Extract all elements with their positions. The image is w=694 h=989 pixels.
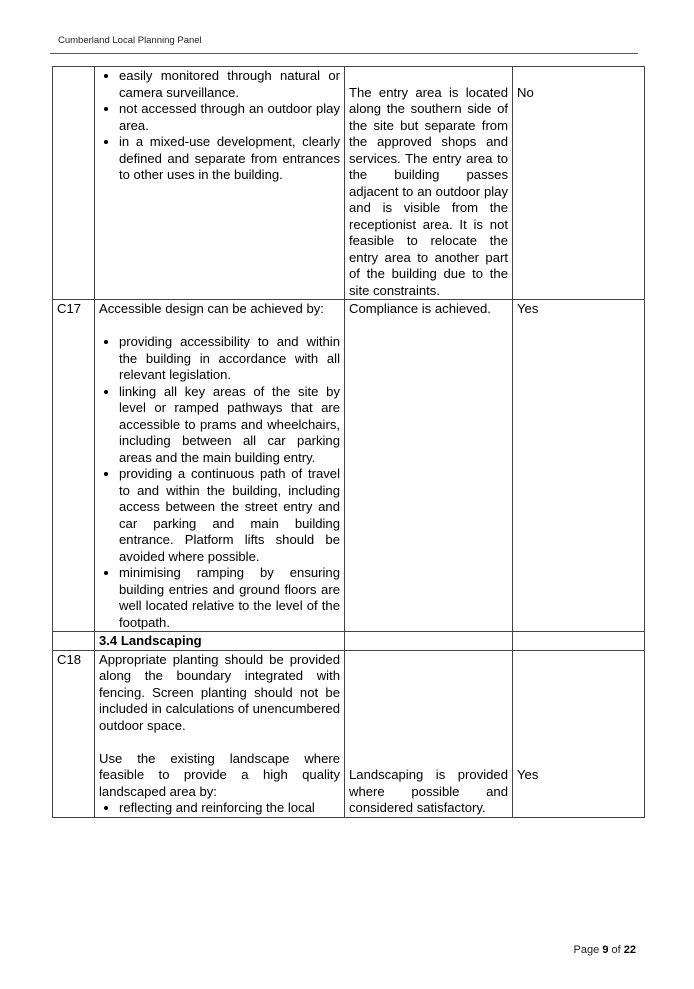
- requirement-paragraph: Appropriate planting should be provided along the boundary integrated with fencing. Screen planting should not be included in calculations of unencumbered outdoor space.: [99, 651, 340, 733]
- control-code-cell: C17: [53, 300, 95, 632]
- compliance-value: Yes: [517, 301, 539, 316]
- compliance-cell: [513, 300, 645, 632]
- list-item: • easily monitored through natural or camera surveillance.: [119, 68, 340, 101]
- table-row-c17: [53, 300, 645, 632]
- page-label: Page: [573, 944, 600, 956]
- assessment-comment: Compliance is achieved.: [349, 301, 491, 316]
- compliance-cell: [513, 632, 645, 651]
- control-requirement-cell: [95, 67, 345, 300]
- table-row-section: [53, 632, 645, 651]
- control-code-cell: [53, 632, 95, 651]
- header-divider: [50, 53, 638, 54]
- requirement-paragraph: Use the existing landscape where feasible to provide a high quality landscaped area by:: [99, 750, 340, 799]
- list-item: • linking all key areas of the site by level or ramped pathways that are accessible to prams and wheelchairs, including between all car parking areas and the main building entry.: [119, 384, 340, 467]
- assessment-comment: The entry area is located along the southern side of the site but separate from the approved shops and services. The entry area to the building passes adjacent to an outdoor play and is visible from the receptionist area. It is not feasible to relocate the entry area to another part of the building due to the site constraints.: [349, 84, 508, 298]
- assessment-comment-cell: [345, 650, 513, 817]
- control-requirement-cell: [95, 300, 345, 632]
- page-of-label: of: [611, 944, 621, 956]
- table-row-c18: [53, 650, 645, 817]
- assessment-comment-cell: [345, 632, 513, 651]
- compliance-value: Yes: [517, 767, 539, 782]
- compliance-value: No: [517, 84, 534, 100]
- control-code-cell: C18: [53, 650, 95, 817]
- list-item: • not accessed through an outdoor play area.: [119, 101, 340, 134]
- control-code-cell: [53, 67, 95, 300]
- list-item: • reflecting and reinforcing the local: [119, 800, 340, 817]
- compliance-table: [52, 66, 645, 818]
- assessment-comment: Landscaping is provided where possible and considered satisfactory.: [349, 767, 508, 815]
- list-item: • in a mixed-use development, clearly defined and separate from entrances to other uses in the building.: [119, 134, 340, 184]
- requirement-intro: Accessible design can be achieved by:: [99, 301, 324, 316]
- list-item: • providing accessibility to and within the building in accordance with all relevant legislation.: [119, 334, 340, 384]
- list-item: • providing a continuous path of travel to and within the building, including access between the street entry and car parking and main building entrance. Platform lifts should be avoided where possible.: [119, 466, 340, 565]
- list-item: • minimising ramping by ensuring building entries and ground floors are well located relative to the level of the footpath.: [119, 565, 340, 631]
- assessment-comment-cell: [345, 300, 513, 632]
- table-row-continued: [53, 67, 645, 300]
- page-total: 22: [623, 944, 636, 956]
- document-header: Cumberland Local Planning Panel: [58, 35, 202, 46]
- section-heading: 3.4 Landscaping: [95, 632, 345, 651]
- assessment-comment-cell: [345, 67, 513, 300]
- compliance-cell: [513, 650, 645, 817]
- page-footer: [574, 944, 636, 956]
- control-requirement-cell: [95, 650, 345, 817]
- page-number: 9: [602, 944, 609, 956]
- compliance-cell: [513, 67, 645, 300]
